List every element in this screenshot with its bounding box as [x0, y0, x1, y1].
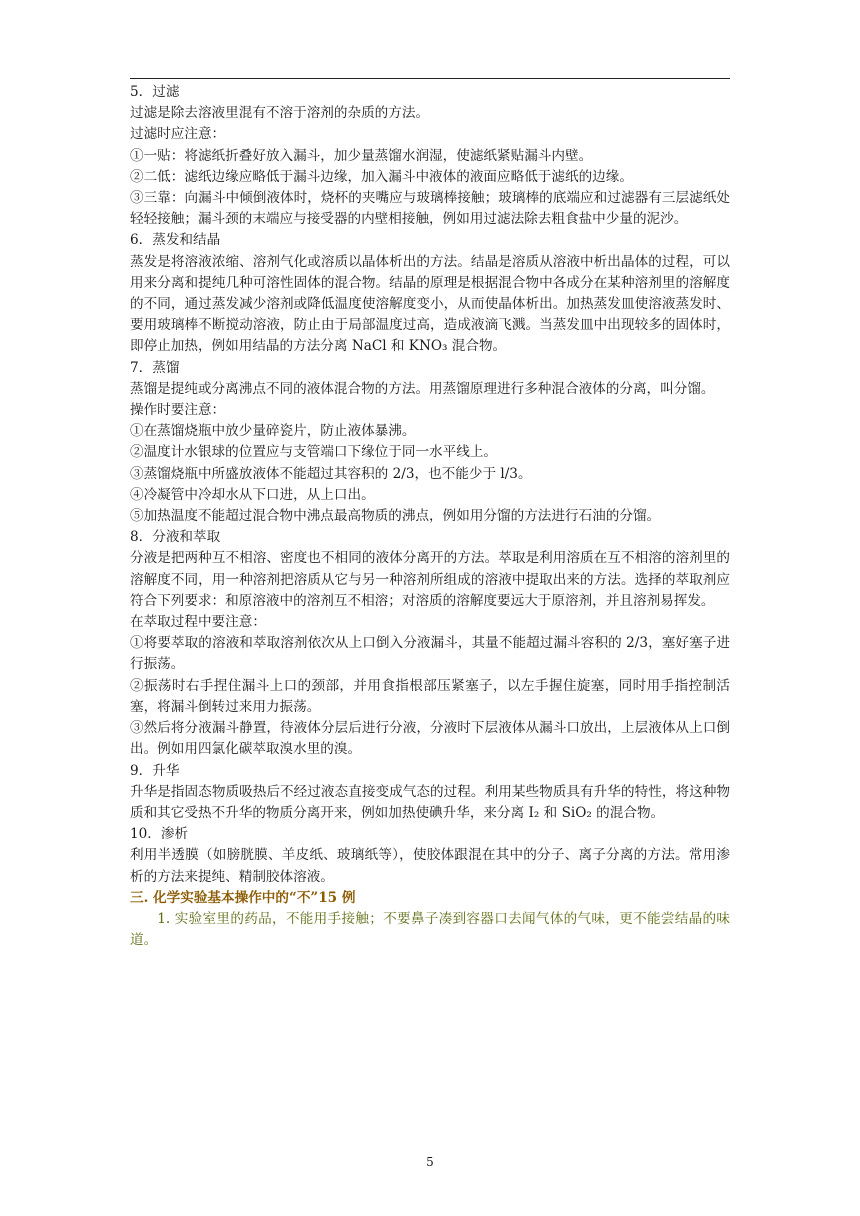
- paragraph: ②二低：滤纸边缘应略低于漏斗边缘，加入漏斗中液体的液面应略低于滤纸的边缘。: [130, 168, 633, 185]
- section-heading: 6．蒸发和结晶: [130, 232, 221, 249]
- paragraph: ②振荡时右手捏住漏斗上口的颈部，并用食指根部压紧塞子，以左手握住旋塞，同时用手指控制活塞，将漏斗倒转过来用力振荡。: [130, 677, 730, 715]
- paragraph: ①一贴：将滤纸折叠好放入漏斗，加少量蒸馏水润湿，使滤纸紧贴漏斗内壁。: [130, 147, 593, 164]
- paragraph: ②温度计水银球的位置应与支管端口下缘位于同一水平线上。: [130, 444, 498, 461]
- paragraph: 分液是把两种互不相溶、密度也不相同的液体分离开的方法。萃取是利用溶质在互不相溶的溶剂里的溶解度不同，用一种溶剂把溶质从它与另一种溶剂所组成的溶液中提取出来的方法。选择的萃取剂应符合下列要求：和原溶液中的溶剂互不相溶；对溶质的溶解度要远大于原溶剂，并且溶剂易挥发。: [130, 550, 730, 609]
- section-heading: 5．过滤: [130, 84, 180, 100]
- header-rule: [130, 78, 730, 79]
- paragraph: 操作时要注意：: [130, 402, 226, 419]
- paragraph: 利用半透膜（如膀胱膜、羊皮纸、玻璃纸等），使胶体跟混在其中的分子、离子分离的方法。常用渗析的方法来提纯、精制胶体溶液。: [130, 847, 730, 885]
- section-heading: 10．渗析: [130, 826, 189, 843]
- page-content: [130, 82, 730, 951]
- paragraph: 过滤时应注意：: [130, 126, 226, 143]
- paragraph: ④冷凝管中冷却水从下口进，从上口出。: [130, 486, 375, 503]
- paragraph: ③三靠：向漏斗中倾倒液体时，烧杯的夹嘴应与玻璃棒接触；玻璃棒的底端应和过滤器有三层滤纸处轻轻接触；漏斗颈的末端应与接受器的内壁相接触，例如用过滤法除去粗食盐中少量的泥沙。: [130, 190, 730, 228]
- paragraph: 蒸发是将溶液浓缩、溶剂气化或溶质以晶体析出的方法。结晶是溶质从溶液中析出晶体的过程，可以用来分离和提纯几种可溶性固体的混合物。结晶的原理是根据混合物中各成分在某种溶剂里的溶解度的不同，通过蒸发减少溶剂或降低温度使溶解度变小，从而使晶体析出。加热蒸发皿使溶液蒸发时、要用玻璃棒不断搅动溶液，防止由于局部温度过高，造成液滴飞溅。当蒸发皿中出现较多的固体时，即停止加热，例如用结晶的方法分离 NaCl 和 KNO₃ 混合物。: [130, 253, 730, 355]
- paragraph: ①将要萃取的溶液和萃取溶剂依次从上口倒入分液漏斗，其量不能超过漏斗容积的 2/3，塞好塞子进行振荡。: [130, 635, 730, 673]
- paragraph: ③然后将分液漏斗静置，待液体分层后进行分液，分液时下层液体从漏斗口放出，上层液体从上口倒出。例如用四氯化碳萃取溴水里的溴。: [130, 720, 730, 758]
- section-heading: 7．蒸馏: [130, 359, 180, 376]
- section-heading: 8．分液和萃取: [130, 529, 221, 546]
- paragraph: 蒸馏是提纯或分离沸点不同的液体混合物的方法。用蒸馏原理进行多种混合液体的分离，叫分馏。: [130, 380, 715, 397]
- chapter-heading: 三. 化学实验基本操作中的“不”15 例: [130, 889, 356, 906]
- paragraph: 过滤是除去溶液里混有不溶于溶剂的杂质的方法。: [130, 105, 430, 122]
- paragraph: ⑤加热温度不能超过混合物中沸点最高物质的沸点，例如用分馏的方法进行石油的分馏。: [130, 508, 661, 525]
- paragraph: 在萃取过程中要注意：: [130, 614, 266, 631]
- list-item: 1. 实验室里的药品，不能用手接触；不要鼻子凑到容器口去闻气体的气味，更不能尝结晶的味道。: [130, 910, 730, 949]
- page-number: 5: [426, 1155, 434, 1169]
- paragraph: ③蒸馏烧瓶中所盛放液体不能超过其容积的 2/3，也不能少于 l/3。: [130, 465, 532, 482]
- paragraph: ①在蒸馏烧瓶中放少量碎瓷片，防止液体暴沸。: [130, 423, 416, 440]
- paragraph: 升华是指固态物质吸热后不经过液态直接变成气态的过程。利用某些物质具有升华的特性，将这种物质和其它受热不升华的物质分离开来，例如加热使碘升华，来分离 I₂ 和 SiO₂ 的混合物。: [130, 783, 730, 821]
- section-heading: 9．升华: [130, 762, 180, 779]
